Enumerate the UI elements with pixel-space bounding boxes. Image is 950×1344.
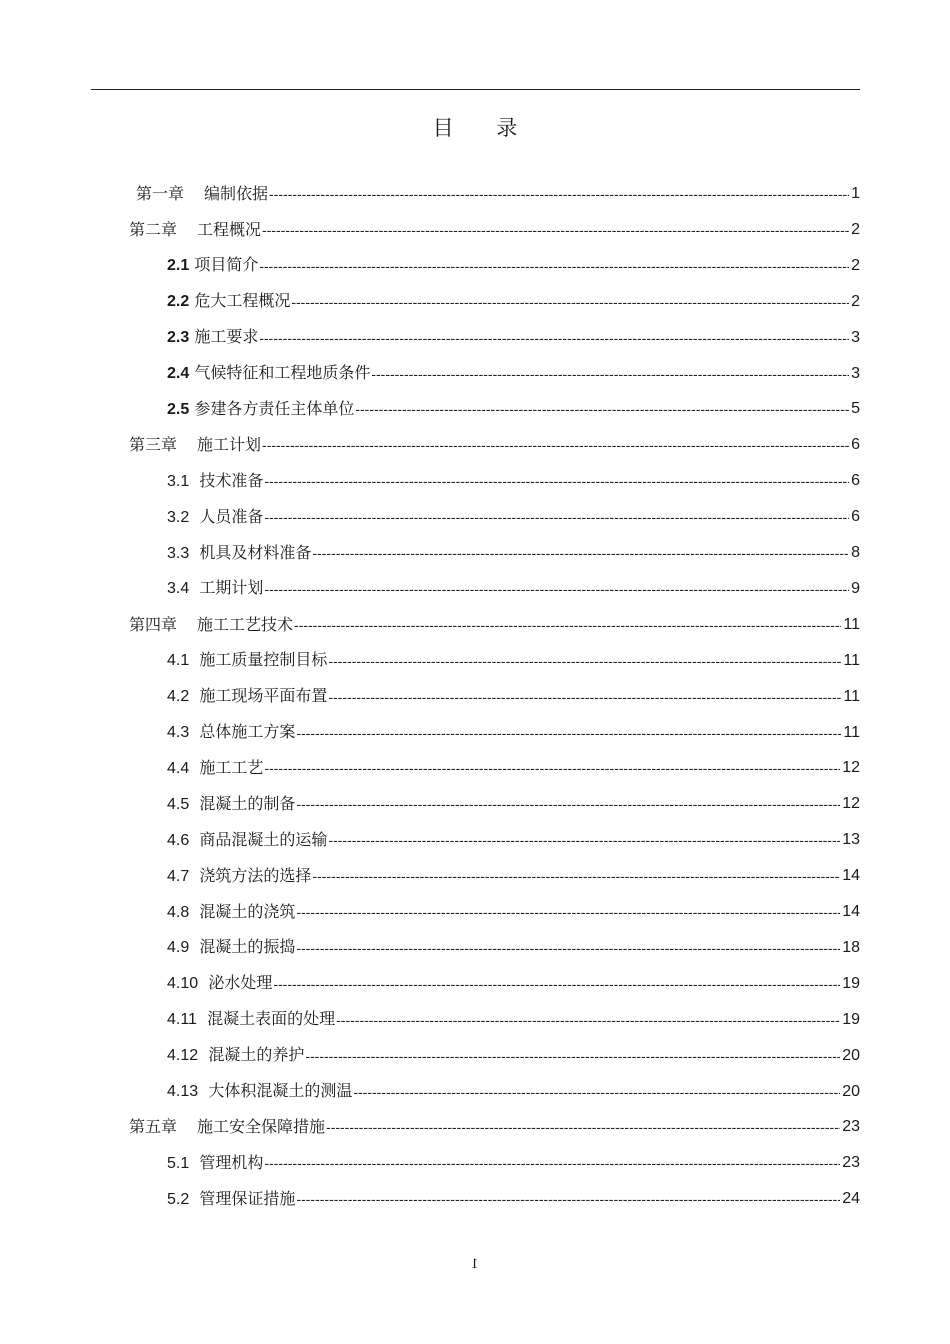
toc-entry-number: 4.5 <box>167 795 190 813</box>
toc-entry-text: 施工工艺技术 <box>197 614 294 634</box>
toc-entry-page: 8 <box>851 544 860 561</box>
toc-entry-label <box>167 247 258 284</box>
toc-entry-page: 24 <box>842 1190 860 1208</box>
toc-entry[interactable] <box>167 715 860 751</box>
toc-entry-text: 混凝土的振捣 <box>199 937 296 957</box>
toc-entry-page: 20 <box>842 1082 860 1100</box>
toc-entry-number: 4.4 <box>167 759 190 777</box>
toc-entry-number: 4.1 <box>167 652 190 670</box>
toc-entry-separator <box>189 866 199 885</box>
toc-dot-leader <box>264 571 849 607</box>
toc-entry-separator <box>197 1009 207 1028</box>
toc-entry-number: 第一章 <box>136 184 185 203</box>
toc-entry-separator <box>198 1045 208 1064</box>
toc-entry-number: 3.3 <box>167 544 190 562</box>
toc-dot-leader <box>262 212 849 248</box>
toc-entry-label <box>136 176 268 212</box>
toc-entry-label <box>167 463 263 500</box>
toc-entry[interactable] <box>167 463 860 499</box>
toc-entry-label <box>129 212 261 248</box>
toc-entry-separator <box>177 1109 197 1145</box>
toc-entry-separator <box>189 543 199 562</box>
toc-entry[interactable] <box>136 176 860 212</box>
toc-entry-page: 14 <box>842 903 860 920</box>
toc-entry-page: 11 <box>843 687 860 705</box>
toc-entry-text: 编制依据 <box>204 184 269 203</box>
toc-entry-separator <box>189 1153 199 1172</box>
toc-entry[interactable] <box>167 750 860 786</box>
toc-dot-leader <box>312 535 849 571</box>
toc-entry-text: 混凝土的浇筑 <box>199 901 296 921</box>
toc-dot-leader <box>296 1181 840 1217</box>
toc-dot-leader <box>328 822 840 858</box>
toc-entry-label <box>167 1145 263 1182</box>
toc-entry[interactable] <box>167 894 860 930</box>
toc-entry-label <box>167 319 258 356</box>
toc-entry-text: 混凝土的制备 <box>199 793 296 813</box>
toc-entry-separator <box>177 212 197 248</box>
toc-dot-leader <box>273 966 840 1002</box>
toc-entry[interactable] <box>129 607 860 643</box>
toc-dot-leader <box>296 894 840 930</box>
toc-entry-text: 工期计划 <box>199 578 264 598</box>
toc-entry-page: 1 <box>851 185 860 202</box>
toc-entry-separator <box>189 758 199 777</box>
toc-dot-leader <box>264 499 849 535</box>
toc-entry-text: 管理机构 <box>199 1152 264 1172</box>
toc-entry-page: 5 <box>851 400 860 418</box>
toc-entry[interactable] <box>167 1181 860 1217</box>
toc-entry-page: 11 <box>843 723 860 741</box>
toc-dot-leader <box>296 930 840 966</box>
toc-entry-label <box>129 1109 325 1145</box>
page-number-footer <box>0 1256 950 1273</box>
toc-entry-number: 4.11 <box>167 1011 197 1029</box>
toc-dot-leader <box>312 858 840 894</box>
toc-dot-leader <box>264 463 849 499</box>
toc-dot-leader <box>355 391 849 427</box>
toc-entry-separator <box>198 1081 208 1100</box>
toc-entry[interactable] <box>167 786 860 822</box>
toc-entry[interactable] <box>167 1145 860 1181</box>
toc-entry[interactable] <box>167 571 860 607</box>
toc-entry-number: 4.13 <box>167 1083 199 1100</box>
toc-entry-separator <box>189 507 199 526</box>
toc-dot-leader <box>259 248 849 284</box>
toc-entry-text: 总体施工方案 <box>199 722 296 741</box>
toc-entry[interactable] <box>167 1038 860 1074</box>
toc-entry-page: 19 <box>842 1010 860 1028</box>
toc-entry-number: 4.2 <box>167 688 190 706</box>
toc-entry-number: 4.10 <box>167 975 199 993</box>
toc-dot-leader <box>371 356 849 392</box>
toc-dot-leader <box>296 786 840 822</box>
toc-entry-number: 3.2 <box>167 508 190 526</box>
toc-dot-leader <box>336 1002 840 1038</box>
toc-entry-text: 混凝土表面的处理 <box>207 1009 336 1029</box>
toc-entry-label <box>167 1001 335 1038</box>
toc-entry-label <box>167 929 295 966</box>
toc-entry-page: 9 <box>851 579 860 597</box>
toc-entry[interactable] <box>167 356 860 392</box>
toc-entry-text: 参建各方责任主体单位 <box>194 398 355 418</box>
header-rule <box>91 89 860 90</box>
toc-entry-number: 4.12 <box>167 1047 199 1065</box>
toc-entry-page: 19 <box>842 974 860 992</box>
toc-dot-leader <box>264 750 840 786</box>
toc-entry-label <box>167 786 295 823</box>
toc-dot-leader <box>269 176 849 212</box>
toc-entry-text: 气候特征和工程地质条件 <box>194 363 371 382</box>
toc-entry-page: 14 <box>842 867 860 885</box>
toc-entry-number: 第三章 <box>129 435 178 455</box>
toc-entry-label <box>129 427 261 463</box>
toc-entry-text: 施工要求 <box>194 327 259 347</box>
toc-entry[interactable] <box>129 212 860 248</box>
toc-entry-text: 混凝土的养护 <box>208 1045 305 1065</box>
toc-entry-page: 2 <box>851 292 860 310</box>
toc-entry-text: 技术准备 <box>199 470 264 490</box>
toc-entry-text: 浇筑方法的选择 <box>199 865 312 885</box>
toc-dot-leader <box>296 715 841 751</box>
toc-entry-page: 6 <box>851 508 860 526</box>
toc-entry-page: 20 <box>842 1046 860 1064</box>
toc-entry-number: 2.3 <box>167 329 190 347</box>
toc-entry-number: 5.2 <box>167 1190 190 1208</box>
toc-entry-text: 危大工程概况 <box>194 291 291 311</box>
toc-entry-separator <box>189 686 199 705</box>
toc-entry-label <box>129 607 293 643</box>
toc-entry-separator <box>177 607 197 643</box>
toc-entry-page: 2 <box>851 256 860 274</box>
toc-entry-separator <box>189 471 199 490</box>
toc-entry-separator <box>189 937 199 956</box>
toc-entry-text: 人员准备 <box>199 506 264 526</box>
toc-entry-number: 第四章 <box>129 614 178 634</box>
toc-entry-separator <box>189 902 199 921</box>
toc-entry-page: 3 <box>851 364 860 382</box>
toc-entry[interactable] <box>167 391 860 427</box>
toc-entry-number: 3.1 <box>167 472 190 490</box>
toc-entry-text: 项目简介 <box>194 255 259 275</box>
toc-entry-page: 12 <box>842 795 860 813</box>
toc-entry[interactable] <box>167 535 860 571</box>
toc-entry[interactable] <box>167 966 860 1002</box>
toc-entry-separator <box>189 830 199 849</box>
toc-entry-page: 12 <box>842 759 860 777</box>
toc-entry-number: 4.8 <box>167 903 190 921</box>
toc-entry-number: 2.5 <box>167 400 190 418</box>
toc-entry-separator <box>189 1189 199 1208</box>
page-number: 1 <box>471 1256 479 1272</box>
toc-dot-leader <box>294 607 841 643</box>
toc-entry-label <box>167 391 354 428</box>
toc-entry-number: 4.7 <box>167 867 190 885</box>
toc-entry-label <box>167 355 370 392</box>
toc-entry[interactable] <box>167 643 860 679</box>
toc-entry-number: 5.1 <box>167 1154 190 1172</box>
toc-entry[interactable] <box>167 1002 860 1038</box>
toc-entry-number: 4.6 <box>167 831 190 849</box>
toc-dot-leader <box>328 643 841 679</box>
toc-entry-label <box>167 499 263 536</box>
toc-entry-page: 3 <box>851 328 860 346</box>
toc-entry[interactable] <box>167 248 860 284</box>
toc-entry[interactable] <box>167 320 860 356</box>
toc-entry-text: 施工现场平面布置 <box>199 686 328 706</box>
toc-entry-page: 23 <box>842 1154 860 1172</box>
toc-entry-text: 大体积混凝土的测温 <box>208 1081 353 1100</box>
toc-entry-number: 4.3 <box>167 724 190 741</box>
toc-dot-leader <box>328 679 841 715</box>
toc-entry-page: 11 <box>843 615 860 633</box>
toc-entry-separator <box>189 578 199 597</box>
toc-entry-label <box>167 894 295 931</box>
toc-entry-number: 4.9 <box>167 939 190 957</box>
toc-dot-leader <box>259 320 849 356</box>
toc-entry-separator <box>189 650 199 669</box>
toc-dot-leader <box>291 284 849 320</box>
toc-dot-leader <box>326 1109 840 1145</box>
toc-entry-text: 施工安全保障措施 <box>197 1117 326 1137</box>
toc-entry-number: 第二章 <box>129 219 178 239</box>
toc-entry-label <box>167 1037 304 1074</box>
toc-entry-page: 23 <box>842 1118 860 1136</box>
toc-entry-text: 机具及材料准备 <box>199 542 312 562</box>
toc-dot-leader <box>305 1038 840 1074</box>
toc-entry-number: 第五章 <box>129 1117 178 1137</box>
toc-entry-text: 施工质量控制目标 <box>199 650 328 670</box>
toc-entry-page: 11 <box>843 651 860 669</box>
toc-entry-page: 18 <box>842 938 860 956</box>
toc-entry-separator <box>177 427 197 463</box>
toc-entry-label <box>167 1073 352 1110</box>
toc-entry-separator <box>184 176 204 212</box>
toc-entry-label <box>167 965 272 1002</box>
toc-entry-page: 2 <box>851 220 860 238</box>
toc-entry-label <box>167 1181 295 1218</box>
toc-title: 目 录 <box>432 116 536 140</box>
toc-entry-page: 6 <box>851 436 860 454</box>
toc-dot-leader <box>264 1145 840 1181</box>
toc-entry-page: 6 <box>851 472 860 490</box>
toc-entry-label <box>167 535 311 572</box>
toc-entry-page: 13 <box>842 831 860 849</box>
toc-entry-label <box>167 858 311 895</box>
toc-entry-label <box>167 822 327 859</box>
toc-entry[interactable] <box>167 1074 860 1110</box>
toc-entry-label <box>167 750 263 787</box>
toc-entry-separator <box>198 973 208 992</box>
toc-entry[interactable] <box>129 1109 860 1145</box>
toc-entry-text: 施工工艺 <box>199 757 264 777</box>
toc-entry[interactable] <box>129 427 860 463</box>
toc-entry[interactable] <box>167 499 860 535</box>
toc-entry[interactable] <box>167 822 860 858</box>
toc-entry-text: 管理保证措施 <box>199 1188 296 1208</box>
toc-entry-number: 3.4 <box>167 580 190 598</box>
toc-entry[interactable] <box>167 679 860 715</box>
toc-entry-number: 2.4 <box>167 365 190 382</box>
toc-entry-text: 商品混凝土的运输 <box>199 829 328 849</box>
toc-dot-leader <box>353 1074 840 1110</box>
toc-entry-label <box>167 642 327 679</box>
toc-entry-label <box>167 678 327 715</box>
toc-entry-separator <box>189 722 199 741</box>
toc-entry-label <box>167 714 295 751</box>
toc-entry[interactable] <box>167 858 860 894</box>
toc-entry-number: 2.1 <box>167 257 190 275</box>
toc-dot-leader <box>262 427 849 463</box>
toc-entry-separator <box>189 794 199 813</box>
toc-entry-text: 泌水处理 <box>208 973 273 993</box>
toc-entry[interactable] <box>167 930 860 966</box>
toc-entry-number: 2.2 <box>167 293 190 311</box>
toc-entry-text: 施工计划 <box>197 435 262 455</box>
toc-entry-text: 工程概况 <box>197 219 262 239</box>
toc-entry-label <box>167 570 263 607</box>
toc-entry-label <box>167 283 290 320</box>
toc-entry[interactable] <box>167 284 860 320</box>
